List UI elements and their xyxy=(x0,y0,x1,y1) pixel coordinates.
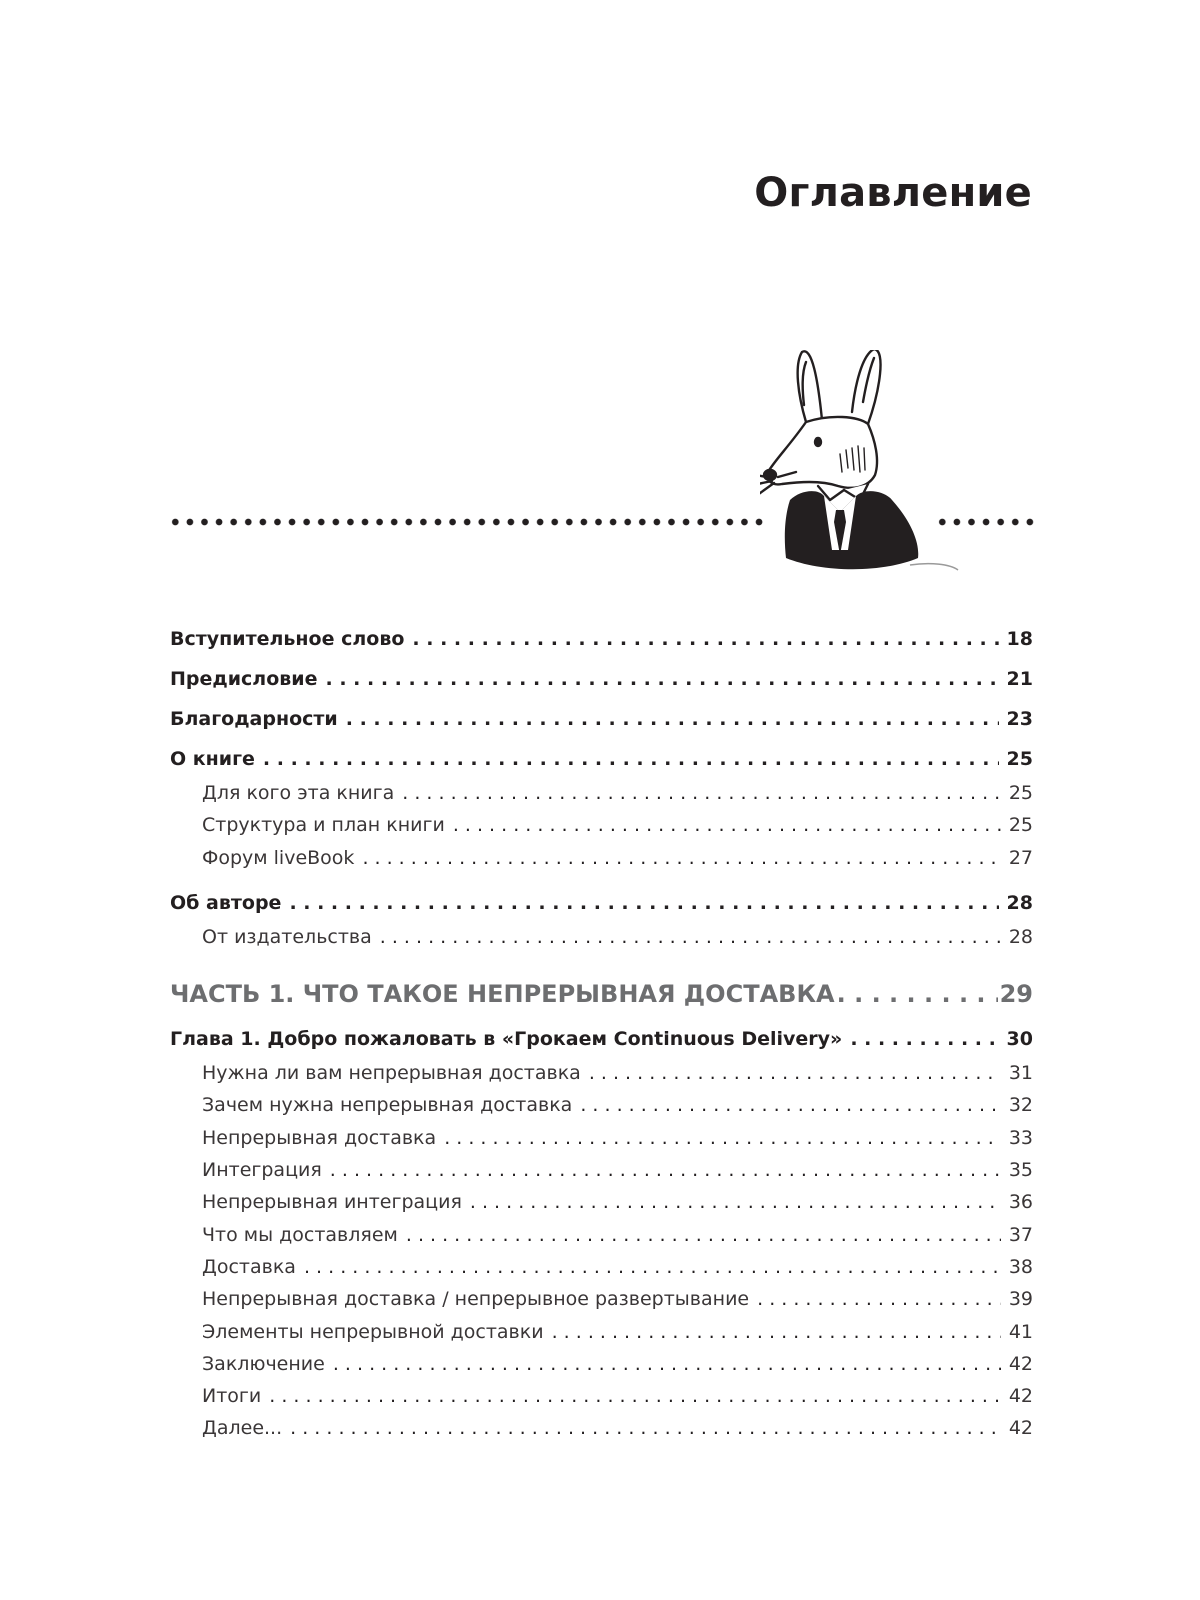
toc-entry-label: Вступительное слово xyxy=(170,628,405,650)
toc-subentry[interactable] xyxy=(170,926,1033,958)
toc-entry-label: О книге xyxy=(170,748,255,770)
toc-page-number: 28 xyxy=(1006,891,1033,914)
toc-page-number: 23 xyxy=(1006,708,1033,730)
dot-leader xyxy=(346,708,999,730)
toc-subentry[interactable] xyxy=(170,1159,1033,1191)
toc-entry-label: Структура и план книги xyxy=(202,814,445,837)
toc-subentry[interactable] xyxy=(170,1417,1033,1449)
toc-page-number: 42 xyxy=(1008,1352,1033,1375)
toc-page-number: 29 xyxy=(999,980,1033,1009)
dot-leader xyxy=(837,980,998,1008)
toc-entry-preface[interactable] xyxy=(170,668,1033,708)
toc-subentry[interactable] xyxy=(170,782,1033,814)
toc-page-number: 42 xyxy=(1008,1417,1033,1440)
toc-entry-label: Элементы непрерывной доставки xyxy=(202,1320,544,1343)
toc-chapter-1[interactable] xyxy=(170,1028,1033,1062)
toc-subentry[interactable] xyxy=(170,1127,1033,1159)
toc-entry-label: Для кого эта книга xyxy=(202,782,395,804)
dot-leader xyxy=(304,1256,1001,1278)
toc-subentry[interactable] xyxy=(170,1062,1033,1094)
toc-page-number: 25 xyxy=(1008,782,1033,804)
dot-leader xyxy=(406,1224,1001,1246)
toc-page-number: 32 xyxy=(1008,1094,1033,1117)
toc-page-number: 36 xyxy=(1008,1191,1033,1214)
dot-leader xyxy=(333,1353,1001,1375)
toc-entry-about-author[interactable] xyxy=(170,892,1033,926)
toc-entry-label: Итоги xyxy=(202,1385,262,1408)
table-of-contents xyxy=(170,628,1033,1450)
toc-entry-label: Далее... xyxy=(202,1417,283,1440)
toc-page-number: 30 xyxy=(1006,1028,1033,1051)
dot-leader xyxy=(453,814,1001,836)
toc-subentry[interactable] xyxy=(170,814,1033,846)
rabbit-in-suit-illustration xyxy=(760,350,960,585)
toc-entry-label: Непрерывная доставка / непрерывное развертывание xyxy=(202,1288,750,1311)
toc-subentry[interactable] xyxy=(170,1224,1033,1256)
dot-leader xyxy=(380,926,1001,948)
toc-subentry[interactable] xyxy=(170,1256,1033,1288)
toc-subentry[interactable] xyxy=(170,847,1033,879)
toc-part-label: ЧАСТЬ 1. ЧТО ТАКОЕ НЕПРЕРЫВНАЯ ДОСТАВКА xyxy=(170,980,835,1009)
toc-page-number: 35 xyxy=(1008,1159,1033,1182)
toc-page-number: 42 xyxy=(1008,1385,1033,1408)
toc-entry-label: Об авторе xyxy=(170,891,282,914)
dot-leader xyxy=(850,1028,998,1050)
dot-leader xyxy=(290,1417,1001,1439)
toc-subentry[interactable] xyxy=(170,1191,1033,1223)
toc-entry-label: Предисловие xyxy=(170,668,318,690)
toc-entry-acknowledgments[interactable] xyxy=(170,708,1033,748)
toc-chapter-label: Глава 1. Добро пожаловать в «Грокаем Continuous Delivery» xyxy=(170,1028,843,1051)
dot-leader xyxy=(552,1321,1001,1343)
toc-entry-label: Нужна ли вам непрерывная доставка xyxy=(202,1062,581,1085)
toc-subentry[interactable] xyxy=(170,1353,1033,1385)
dot-leader xyxy=(412,628,998,650)
dot-leader xyxy=(330,1159,1001,1181)
toc-entry-label: Непрерывная интеграция xyxy=(202,1191,462,1214)
toc-entry-foreword[interactable] xyxy=(170,628,1033,668)
dot-leader xyxy=(289,892,998,914)
toc-subentry[interactable] xyxy=(170,1321,1033,1353)
toc-entry-about-book[interactable] xyxy=(170,748,1033,782)
toc-entry-label: Заключение xyxy=(202,1352,325,1375)
dot-leader xyxy=(362,847,1000,869)
toc-page-number: 18 xyxy=(1006,628,1033,650)
toc-page-number: 41 xyxy=(1008,1320,1033,1343)
toc-page-number: 37 xyxy=(1008,1223,1033,1246)
toc-entry-label: Благодарности xyxy=(170,708,338,730)
dot-leader xyxy=(470,1191,1001,1213)
toc-entry-label: Непрерывная доставка xyxy=(202,1126,437,1149)
dot-leader xyxy=(757,1288,1001,1310)
toc-entry-label: От издательства xyxy=(202,925,372,948)
dot-leader xyxy=(444,1127,1001,1149)
toc-page-number: 25 xyxy=(1008,814,1033,837)
toc-subentry[interactable] xyxy=(170,1094,1033,1126)
dot-leader xyxy=(326,668,999,690)
toc-page-number: 38 xyxy=(1008,1255,1033,1278)
toc-page-number: 25 xyxy=(1006,748,1033,770)
toc-page-number: 21 xyxy=(1006,668,1033,690)
dot-leader xyxy=(580,1094,1000,1116)
dot-leader xyxy=(589,1062,1001,1084)
toc-entry-label: Что мы доставляем xyxy=(202,1223,398,1246)
toc-subentry[interactable] xyxy=(170,1288,1033,1320)
page-title: Оглавление xyxy=(754,170,1032,216)
toc-page-number: 27 xyxy=(1008,846,1033,869)
dot-leader xyxy=(263,748,999,770)
toc-page-number: 28 xyxy=(1008,925,1033,948)
toc-page-number: 33 xyxy=(1008,1126,1033,1149)
toc-entry-label: Зачем нужна непрерывная доставка xyxy=(202,1094,573,1117)
toc-entry-label: Интеграция xyxy=(202,1159,322,1182)
dotted-divider-left xyxy=(168,518,768,526)
dot-leader xyxy=(269,1385,1001,1407)
toc-part-1[interactable] xyxy=(170,980,1033,1028)
toc-page-number: 31 xyxy=(1008,1062,1033,1085)
toc-subentry[interactable] xyxy=(170,1385,1033,1417)
toc-entry-label: Доставка xyxy=(202,1255,296,1278)
toc-page-number: 39 xyxy=(1008,1288,1033,1311)
dot-leader xyxy=(402,782,1001,804)
toc-entry-label: Форум liveBook xyxy=(202,846,355,869)
